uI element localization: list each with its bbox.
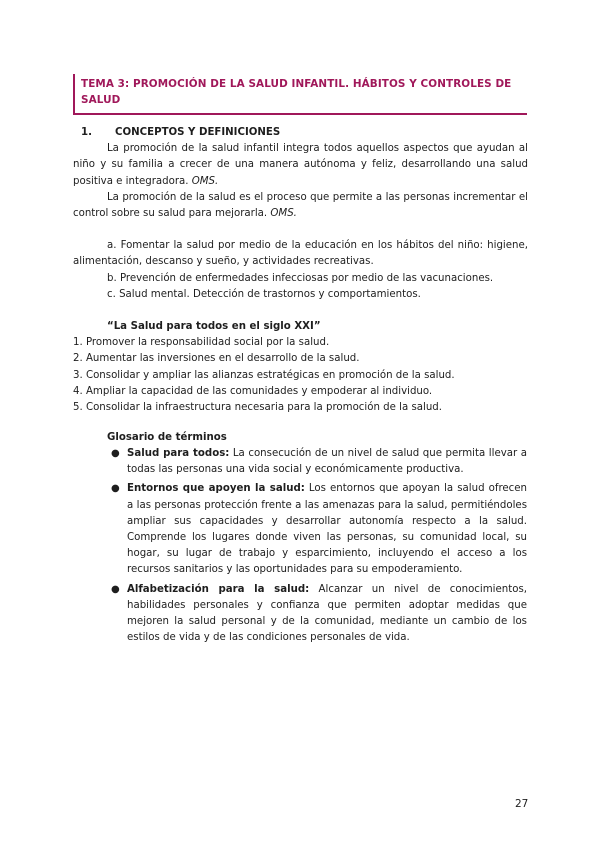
glossary-heading: Glosario de términos xyxy=(107,432,227,443)
bullet-icon: ● xyxy=(111,448,120,459)
paragraph-text: La promoción de la salud infantil integra todos aquellos aspectos que ayudan al niño y su familia a crecer de una manera autónoma y feliz, desarrollando una salud positiva e integradora. xyxy=(73,143,528,187)
source-citation: OMS. xyxy=(191,175,219,187)
health-for-all-heading: “La Salud para todos en el siglo XXI” xyxy=(107,321,321,332)
section-number: 1. xyxy=(81,127,92,138)
paragraph-text: La promoción de la salud es el proceso que permite a las personas incrementar el control sobre su salud para mejorarla. xyxy=(73,191,528,220)
list-item: 1. Promover la responsabilidad social por la salud. xyxy=(73,337,330,349)
list-item: 4. Ampliar la capacidad de las comunidades y empoderar al individuo. xyxy=(73,385,433,397)
list-item: 5. Consolidar la infraestructura necesaria para la promoción de la salud. xyxy=(73,402,442,414)
objective-item: a. Fomentar la salud por medio de la educación en los hábitos del niño: higiene, alimentación, descanso y sueño, y actividades recreativas. xyxy=(73,240,528,268)
glossary-item xyxy=(111,481,528,578)
page-number: 27 xyxy=(515,798,529,810)
paragraph-promotion-definition xyxy=(73,190,528,222)
glossary-definition: La consecución de un nivel de salud que permita llevar a todas las personas una vida social y económicamente productiva. xyxy=(127,448,527,476)
glossary-definition: Alcanzar un nivel de conocimientos, habilidades personales y confianza que permiten adoptar medidas que mejoren la salud personal y de la comunidad, mediante un cambio de los estilos de vida y de las condiciones personales de vida. xyxy=(127,583,527,644)
glossary-list xyxy=(111,446,528,649)
list-item: 2. Aumentar las inversiones en el desarrollo de la salud. xyxy=(73,353,360,365)
glossary-definition: Los entornos que apoyan la salud ofrecen a las personas protección frente a las amenazas para la salud, permitiéndoles ampliar sus capacidades y desarrollar autonomía respecto a la salud. Comprende los lugares donde viven las personas, su comunidad local, su hogar, su lugar de trabajo y esparcimiento, incluyendo el acceso a los recursos sanitarios y las oportunidades para su empoderamiento. xyxy=(127,483,528,576)
source-citation: OMS. xyxy=(270,208,297,220)
glossary-term: Entornos que apoyen la salud: xyxy=(127,483,305,495)
glossary-term: Salud para todos: xyxy=(127,448,230,459)
glossary-heading-block xyxy=(73,430,528,446)
chapter-title-box xyxy=(73,74,527,115)
bullet-icon: ● xyxy=(111,483,120,495)
section-heading xyxy=(73,125,528,141)
glossary-term: Alfabetización para la salud: xyxy=(127,583,310,595)
glossary-item xyxy=(111,582,527,647)
objective-item: b. Prevención de enfermedades infecciosas por medio de las vacunaciones. xyxy=(107,272,494,284)
chapter-title: TEMA 3: PROMOCIÓN DE LA SALUD INFANTIL. HÁBITOS Y CONTROLES DE SALUD xyxy=(81,78,512,107)
bullet-icon: ● xyxy=(111,583,120,595)
section-title: CONCEPTOS Y DEFINICIONES xyxy=(115,127,281,138)
objective-item: c. Salud mental. Detección de trastornos y comportamientos. xyxy=(107,288,421,300)
paragraph-promotion-infant xyxy=(73,141,528,190)
health-for-all-section xyxy=(73,319,528,416)
glossary-item xyxy=(111,446,527,478)
section-concepts xyxy=(73,125,528,303)
list-item: 3. Consolidar y ampliar las alianzas estratégicas en promoción de la salud. xyxy=(73,369,455,381)
